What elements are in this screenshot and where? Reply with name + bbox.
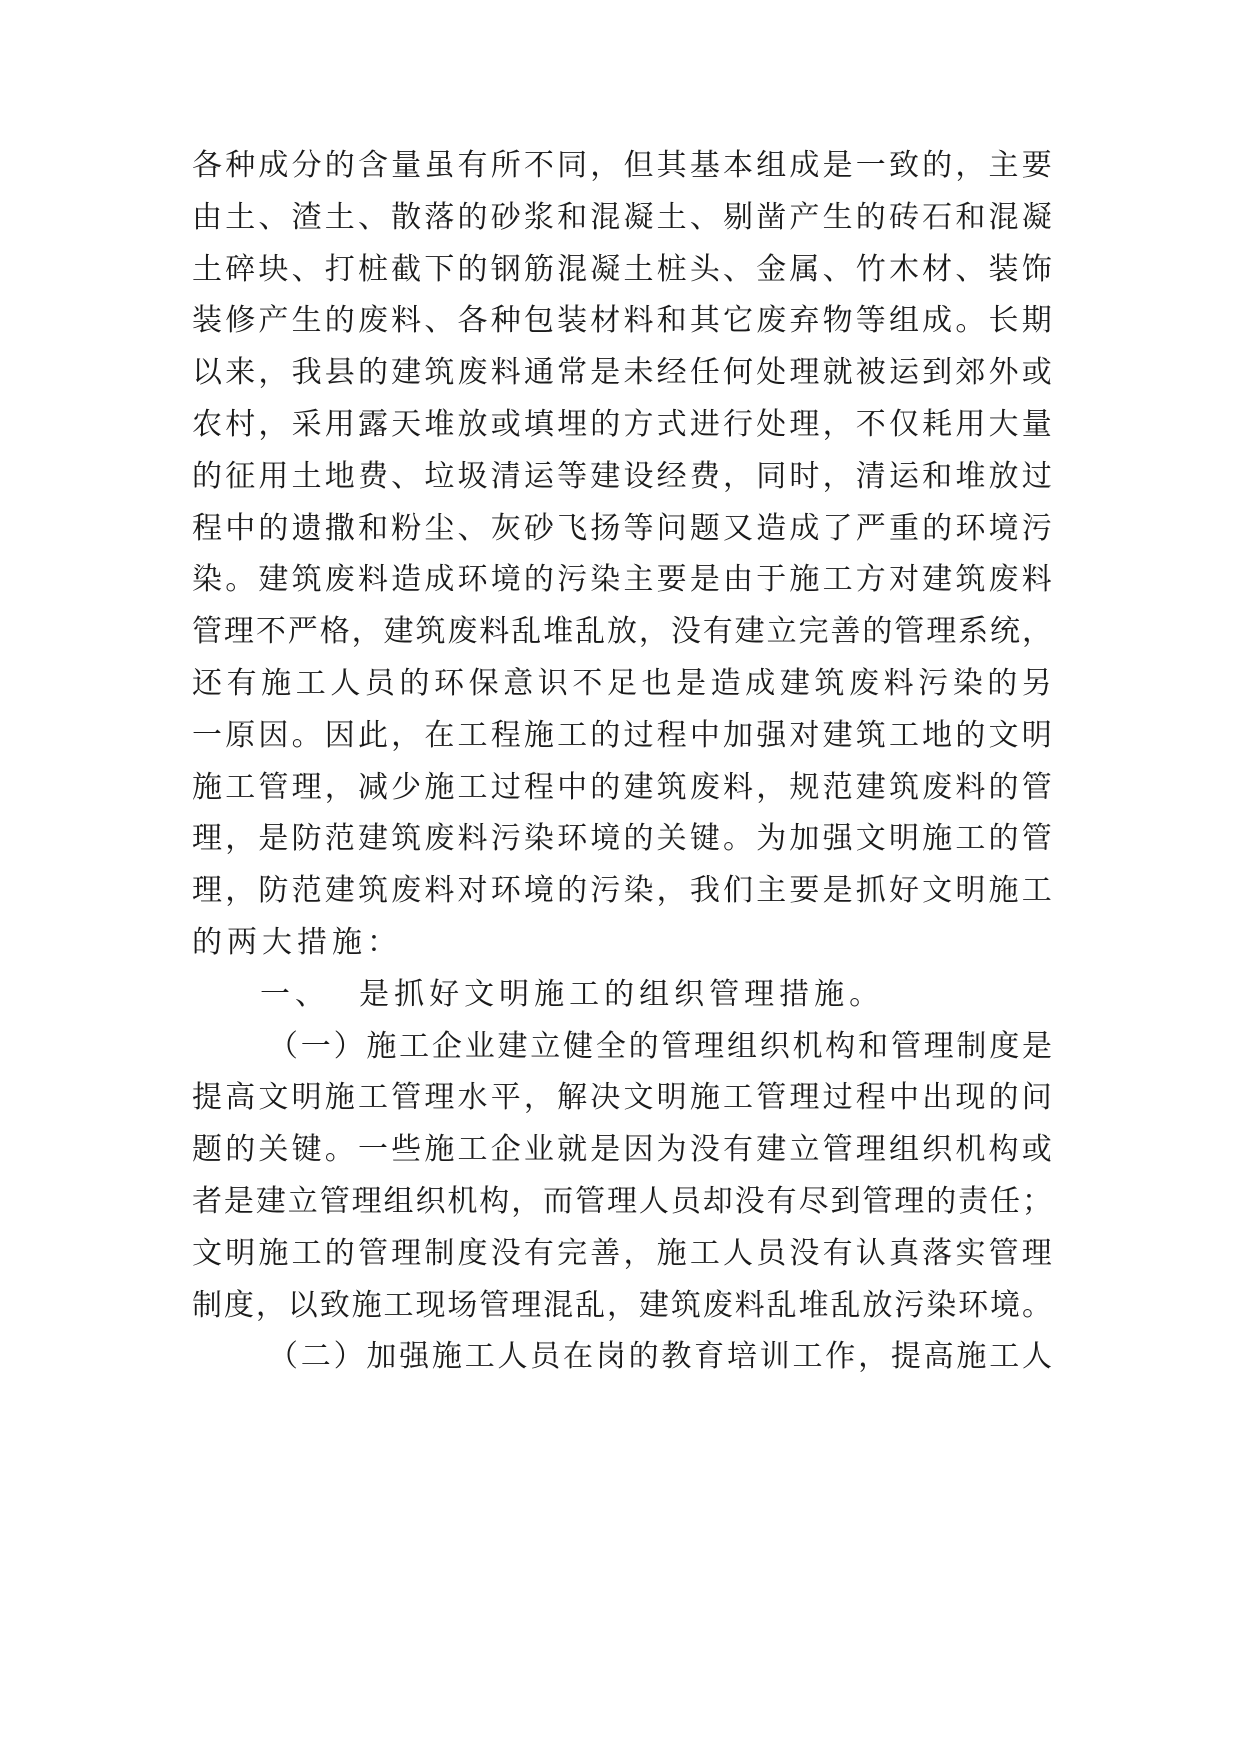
text-line: （ 二 ） 加 强 施 工 人 员 在 岗 的 教 育 培 训 工 作 ， 提 高 施 工 人 <box>268 1339 1052 1375</box>
text-line: 题 的 关 键 。 一 些 施 工 企 业 就 是 因 为 没 有 建 立 管 理 组 织 机 构 或 <box>192 1132 1052 1168</box>
text-line: 理 ， 是 防 范 建 筑 废 料 污 染 环 境 的 关 键 。 为 加 强 文 明 施 工 的 管 <box>192 821 1052 857</box>
text-line: 的两大措施： <box>192 925 402 960</box>
text-line: 一、 是抓好文明施工的组织管理措施。 <box>260 976 885 1012</box>
text-line: 者 是 建 立 管 理 组 织 机 构 ， 而 管 理 人 员 却 没 有 尽 到 管 理 的 责 任 ； <box>192 1184 1052 1219</box>
text-line: 各 种 成 分 的 含 量 虽 有 所 不 同 ， 但 其 基 本 组 成 是 一 致 的 ， 主 要 <box>192 148 1052 183</box>
text-line: 装 修 产 生 的 废 料 、 各 种 包 装 材 料 和 其 它 废 弃 物 等 组 成 。 长 期 <box>192 303 1052 339</box>
text-line: 施 工 管 理 ， 减 少 施 工 过 程 中 的 建 筑 废 料 ， 规 范 建 筑 废 料 的 管 <box>192 769 1052 805</box>
text-line: 由 土 、 渣 土 、 散 落 的 砂 浆 和 混 凝 土 、 剔 凿 产 生 的 砖 石 和 混 凝 <box>192 199 1052 235</box>
text-line: 土 碎 块 、 打 桩 截 下 的 钢 筋 混 凝 土 桩 头 、 金 属 、 竹 木 材 、 装 饰 <box>192 251 1052 287</box>
text-line: （ 一 ） 施 工 企 业 建 立 健 全 的 管 理 组 织 机 构 和 管 理 制 度 是 <box>268 1028 1052 1064</box>
text-line: 文 明 施 工 的 管 理 制 度 没 有 完 善 ， 施 工 人 员 没 有 认 真 落 实 管 理 <box>192 1235 1052 1271</box>
text-line: 农 村 ， 采 用 露 天 堆 放 或 填 埋 的 方 式 进 行 处 理 ， 不 仅 耗 用 大 量 <box>192 407 1052 442</box>
text-line: 提 高 文 明 施 工 管 理 水 平 ， 解 决 文 明 施 工 管 理 过 程 中 出 现 的 问 <box>192 1080 1052 1116</box>
text-line: 染 。 建 筑 废 料 造 成 环 境 的 污 染 主 要 是 由 于 施 工 方 对 建 筑 废 料 <box>192 562 1052 598</box>
text-line: 的 征 用 土 地 费 、 垃 圾 清 运 等 建 设 经 费 ， 同 时 ， 清 运 和 堆 放 过 <box>192 458 1052 494</box>
text-line: 以 来 ， 我 县 的 建 筑 废 料 通 常 是 未 经 任 何 处 理 就 被 运 到 郊 外 或 <box>192 355 1052 391</box>
text-line: 一 原 因 。 因 此 ， 在 工 程 施 工 的 过 程 中 加 强 对 建 筑 工 地 的 文 明 <box>192 717 1052 753</box>
text-line: 程 中 的 遗 撒 和 粉 尘 、 灰 砂 飞 扬 等 问 题 又 造 成 了 严 重 的 环 境 污 <box>192 510 1052 546</box>
text-line: 理 ， 防 范 建 筑 废 料 对 环 境 的 污 染 ， 我 们 主 要 是 抓 好 文 明 施 工 <box>192 873 1052 909</box>
text-line: 还 有 施 工 人 员 的 环 保 意 识 不 足 也 是 造 成 建 筑 废 料 污 染 的 另 <box>192 666 1052 701</box>
text-line: 管 理 不 严 格 ， 建 筑 废 料 乱 堆 乱 放 ， 没 有 建 立 完 善 的 管 理 系 统 ， <box>192 614 1052 650</box>
text-line: 制 度 ， 以 致 施 工 现 场 管 理 混 乱 ， 建 筑 废 料 乱 堆 乱 放 污 染 环 境 。 <box>192 1287 1052 1323</box>
